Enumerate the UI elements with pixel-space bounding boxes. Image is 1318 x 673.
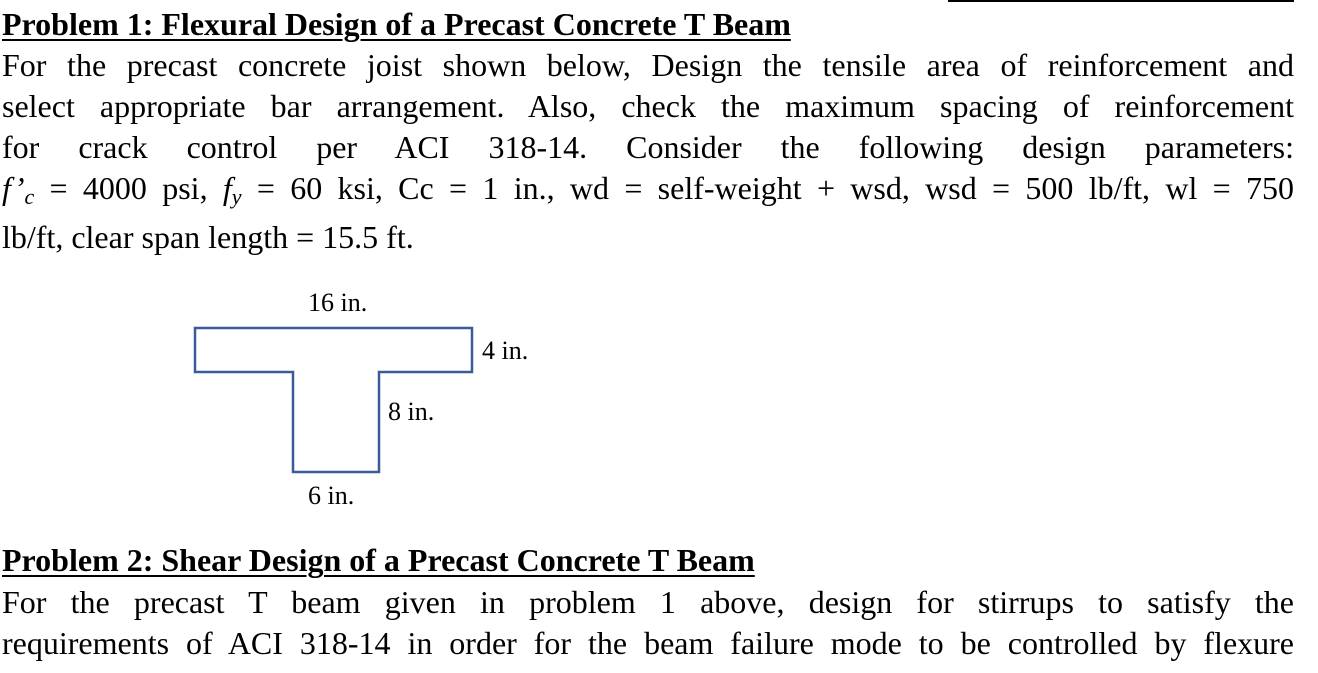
fc-symbol: f’ (2, 170, 25, 206)
problem1-body (2, 45, 1294, 258)
web-width-label: 6 in. (308, 481, 355, 510)
t-beam-cross-section (190, 322, 480, 482)
fc-value: = 4000 psi, (34, 170, 223, 206)
problem1-line-3: for crack control per ACI 318-14. Consider the following design parameters: (2, 129, 1294, 165)
top-rule (948, 0, 1294, 2)
problem1-line-2: select appropriate bar arrangement. Also, check the maximum spacing of reinforcement (2, 88, 1294, 124)
fy-symbol: f (222, 170, 232, 206)
fy-subscript: y (231, 184, 242, 209)
problem2-body (2, 582, 1294, 664)
problem1-last-line: lb/ft, clear span length = 15.5 ft. (2, 219, 414, 255)
problem2-line-1: For the precast T beam given in problem 1 above, design for stirrups to satisfy the (2, 584, 1294, 620)
t-beam-outline (195, 328, 472, 472)
problem2-line-2: requirements of ACI 318-14 in order for the beam failure mode to be controlled by flexure (2, 625, 1294, 661)
params-rest: = 60 ksi, Cc = 1 in., wd = self-weight + wsd, wsd = 500 lb/ft, wl = 750 (241, 170, 1295, 206)
problem2-heading: Problem 2: Shear Design of a Precast Concrete T Beam (2, 542, 755, 578)
problem1-line-1: For the precast concrete joist shown below, Design the tensile area of reinforcement and (2, 47, 1294, 83)
flange-width-label: 16 in. (308, 288, 368, 317)
flange-depth-label: 4 in. (482, 336, 529, 365)
problem1-params-line (2, 168, 1294, 217)
web-depth-label: 8 in. (388, 397, 435, 426)
fc-subscript: c (24, 184, 35, 209)
problem1-heading: Problem 1: Flexural Design of a Precast Concrete T Beam (2, 6, 791, 42)
